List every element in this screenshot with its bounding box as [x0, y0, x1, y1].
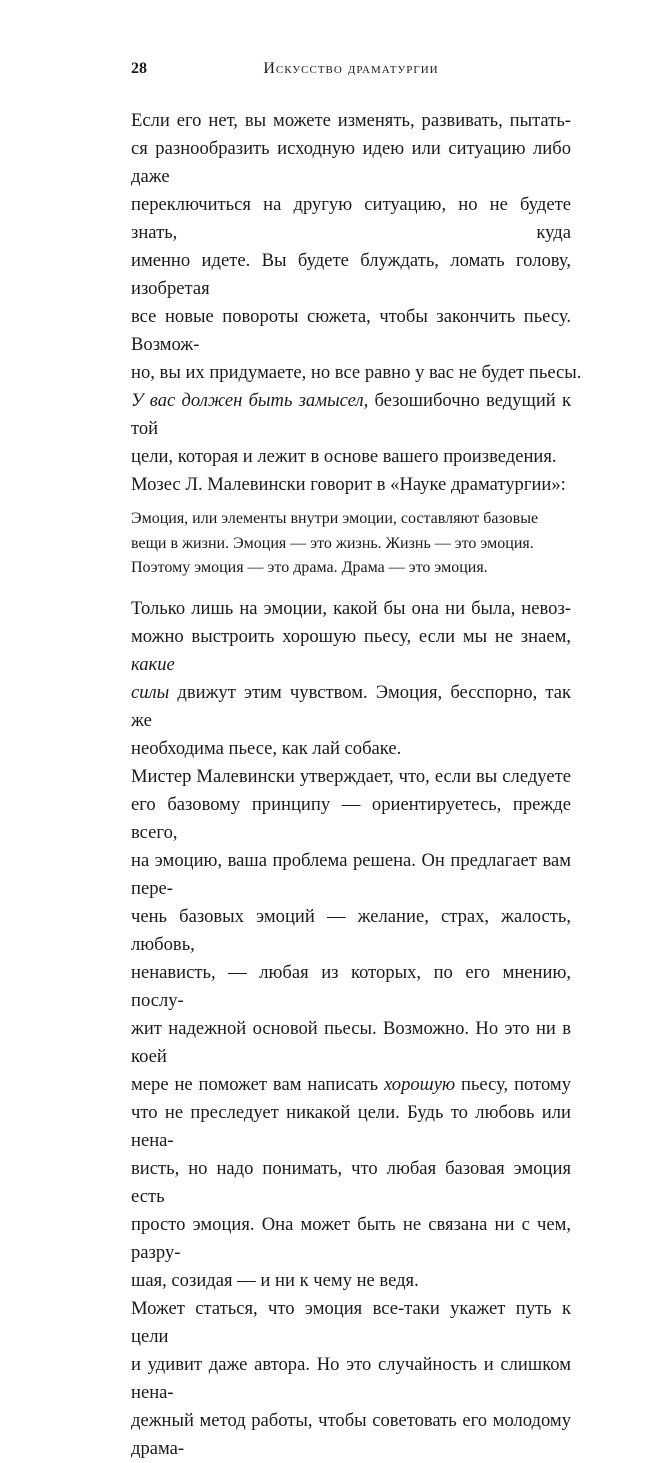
italic-phrase: какие	[131, 653, 175, 675]
text-line: ся разнообразить исходную идею или ситуацию либо даже	[131, 138, 571, 187]
text-line: и удивит даже автора. Но это случайность и слишком нена-	[131, 1353, 571, 1403]
text-line: цели, которая и лежит в основе вашего произведения.	[131, 446, 557, 467]
text-fragment: пьесу, потому	[455, 1073, 571, 1095]
block-quote	[131, 507, 571, 581]
text-line: его базовому принципу — ориентируетесь, прежде всего,	[131, 793, 571, 843]
italic-phrase: У вас должен быть замысел,	[131, 390, 369, 411]
italic-phrase: хорошую	[383, 1073, 456, 1095]
text-line: висть, но надо понимать, что любая базовая эмоция есть	[131, 1157, 571, 1207]
text-line: Если его нет, вы можете изменять, развивать, пытать-	[131, 110, 571, 131]
text-line: Мистер Малевински утверждает, что, если вы следуете	[131, 765, 571, 787]
text-line: необходима пьесе, как лай собаке.	[131, 737, 402, 759]
paragraph-2	[131, 387, 571, 471]
text-line: чень базовых эмоций — желание, страх, жалость, любовь,	[131, 905, 571, 955]
quote-line: Эмоция, или элементы внутри эмоции, составляют базовые	[131, 510, 539, 527]
text-fragment: движут этим чувством. Эмоция, бесспорно, так же	[131, 681, 571, 731]
text-line: шая, созидая — и ни к чему не ведя.	[131, 1269, 419, 1291]
text-line: ненависть, — любая из которых, по его мнению, послу-	[131, 961, 571, 1011]
quote-line: Поэтому эмоция — это драма. Драма — это эмоция.	[131, 559, 488, 576]
text-line	[131, 679, 571, 735]
text-line: что не преследует никакой цели. Будь то любовь или нена-	[131, 1101, 571, 1151]
text-line: жит надежной основой пьесы. Возможно. Но это ни в коей	[131, 1017, 571, 1067]
running-title: Искусство драматургии	[263, 60, 439, 77]
text-line: переключиться на другую ситуацию, но не будете знать, куда	[131, 194, 571, 243]
page-number: 28	[131, 60, 147, 77]
paragraph-6	[131, 1295, 571, 1463]
paragraph-3	[131, 471, 571, 499]
quote-line: вещи в жизни. Эмоция — это жизнь. Жизнь — это эмоция.	[131, 534, 534, 552]
text-line: Только лишь на эмоции, какой бы она ни была, невоз-	[131, 597, 571, 619]
text-line: Мозес Л. Малевински говорит в «Науке драматургии»:	[131, 474, 566, 495]
text-line	[131, 623, 571, 679]
paragraph-1	[131, 107, 582, 387]
text-line	[131, 387, 571, 443]
text-line: именно идете. Вы будете блуждать, ломать голову, изобретая	[131, 250, 571, 299]
text-line: на эмоцию, ваша проблема решена. Он предлагает вам пере-	[131, 849, 571, 899]
text-line: но, вы их придумаете, но все равно у вас не будет пьесы.	[131, 362, 582, 383]
text-fragment: безошибочно ведущий к той	[131, 390, 571, 439]
text-line: просто эмоция. Она может быть не связана ни с чем, разру-	[131, 1213, 571, 1263]
body-text	[131, 107, 582, 1463]
text-fragment: мере не поможет вам написать	[131, 1073, 384, 1095]
text-fragment: можно выстроить хорошую пьесу, если мы не знаем,	[131, 625, 571, 647]
text-line: все новые повороты сюжета, чтобы закончить пьесу. Возмож-	[131, 306, 571, 355]
italic-phrase: силы	[131, 681, 170, 703]
page-header	[131, 60, 571, 80]
text-line	[131, 1071, 571, 1099]
paragraph-5	[131, 763, 571, 1295]
paragraph-4	[131, 595, 571, 763]
text-line: дежный метод работы, чтобы советовать его молодому драма-	[131, 1409, 571, 1459]
text-line: Может статься, что эмоция все-таки укажет путь к цели	[131, 1297, 571, 1347]
